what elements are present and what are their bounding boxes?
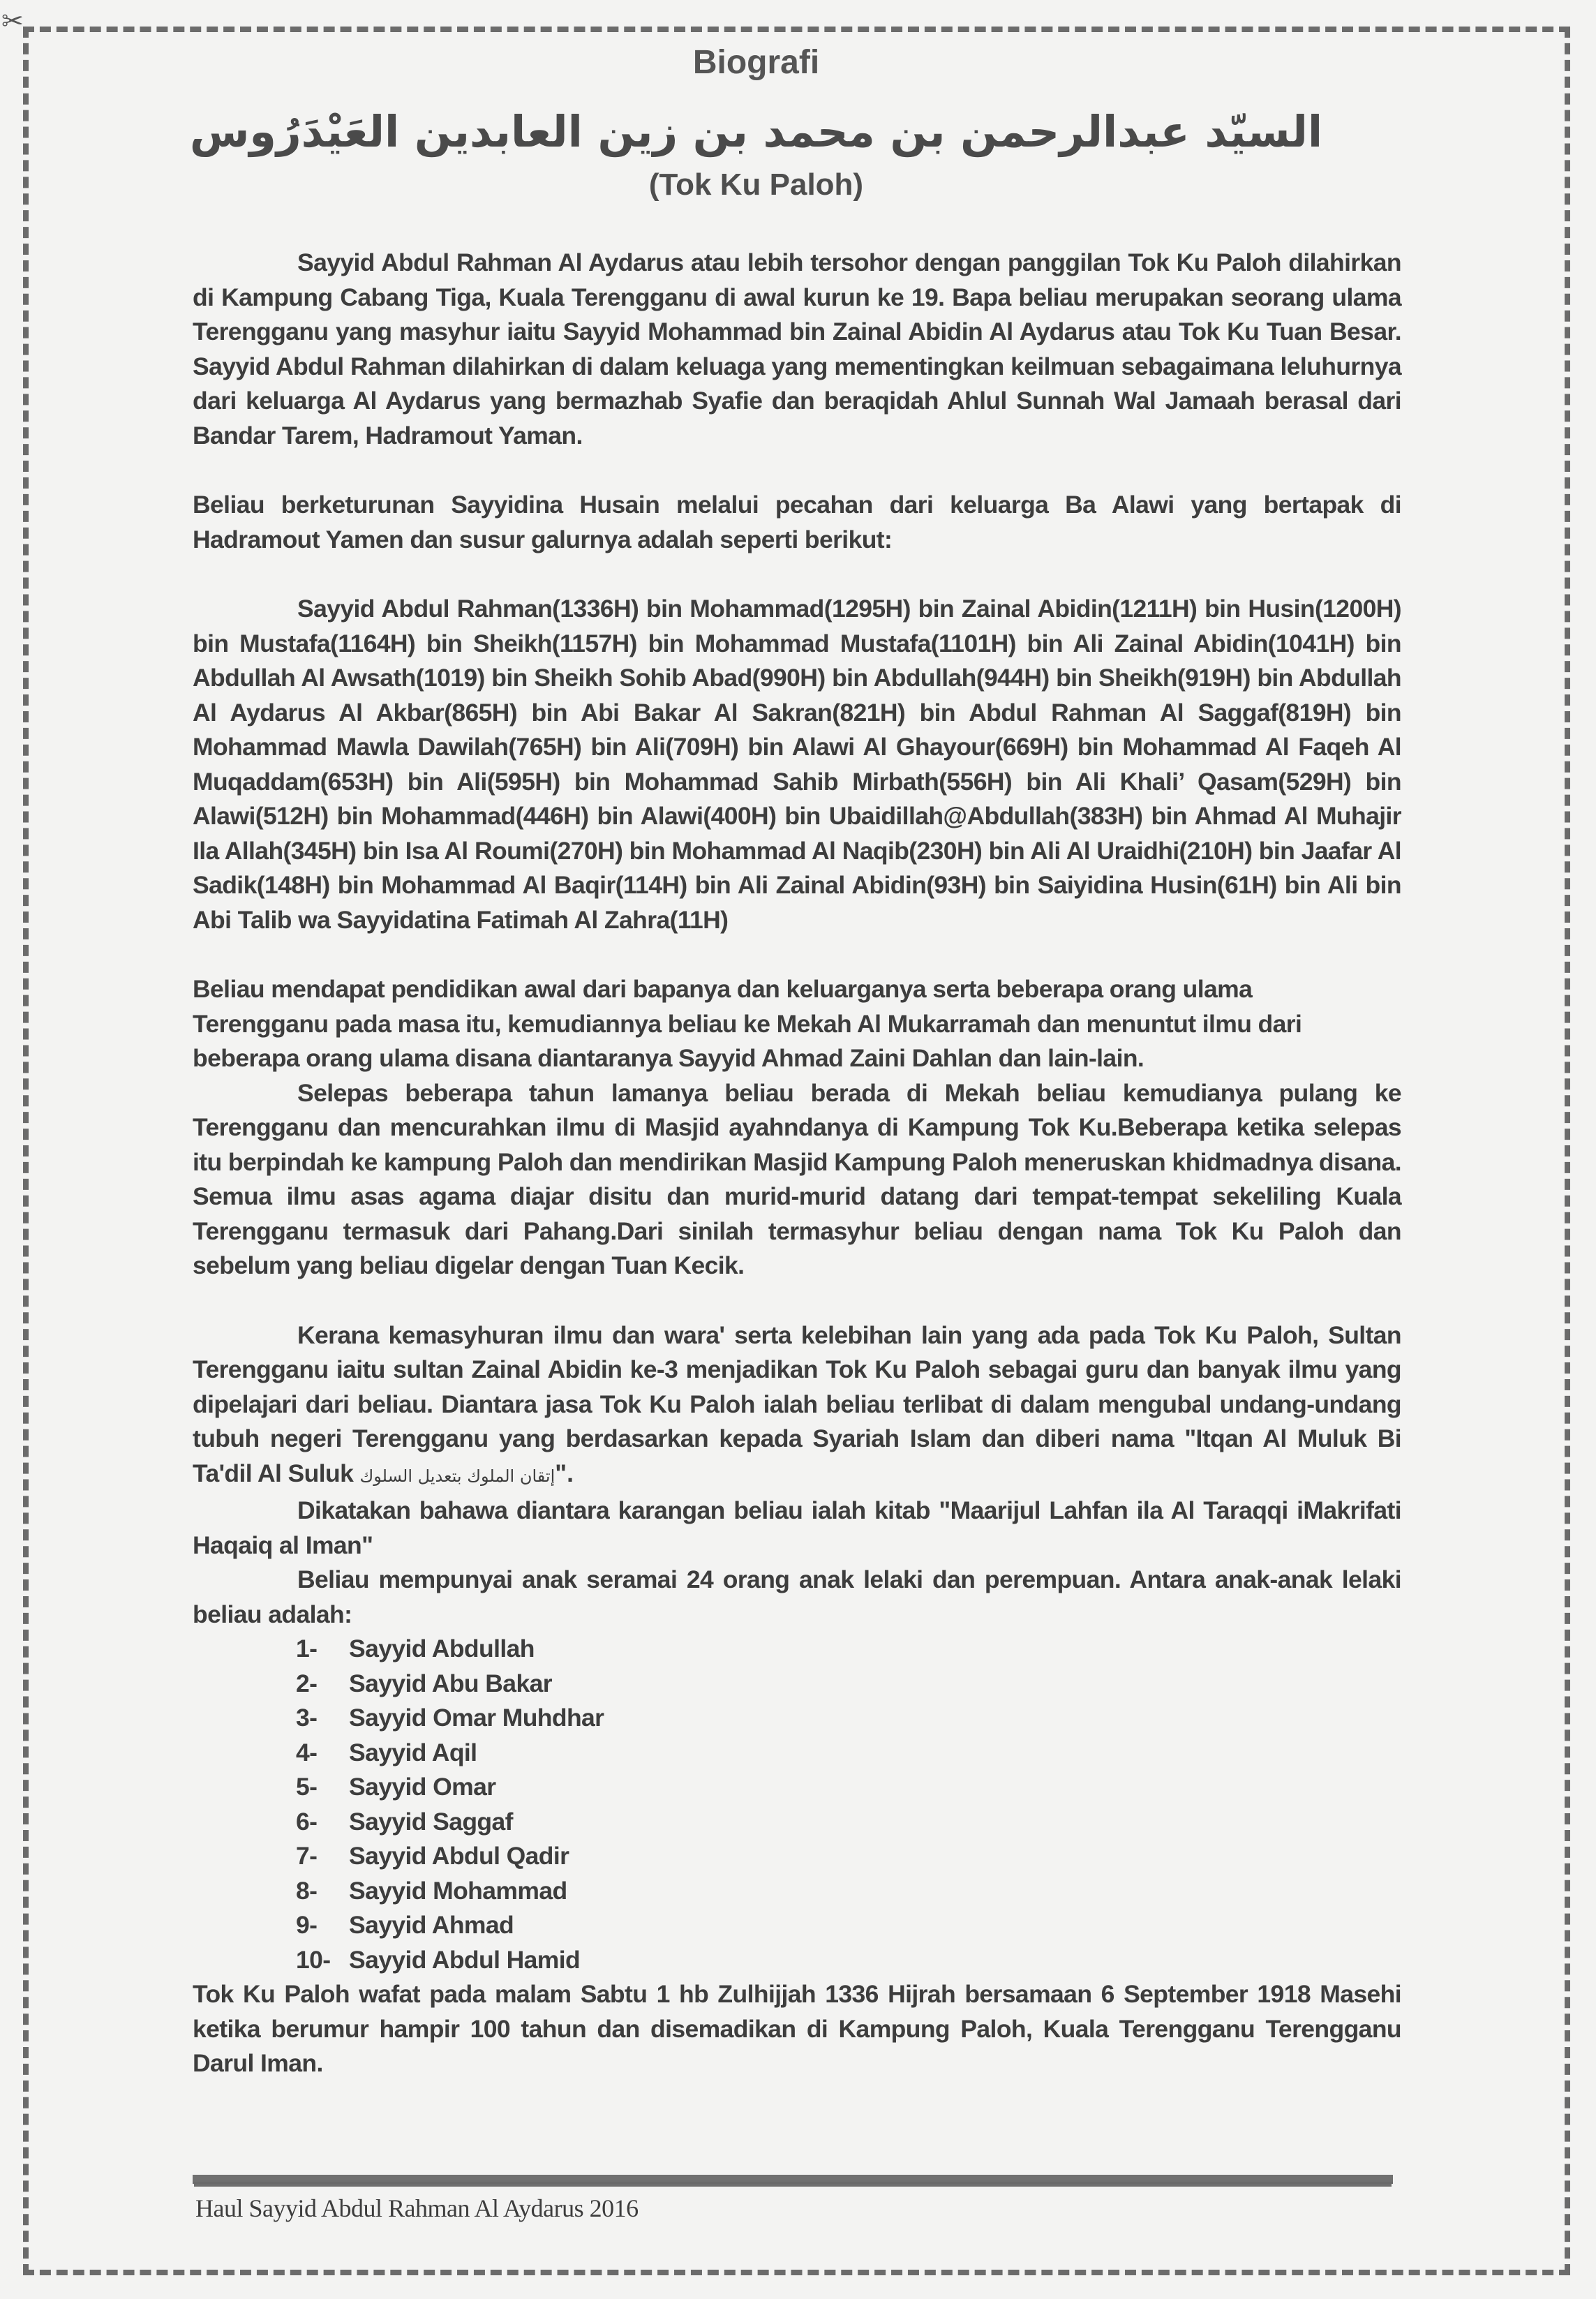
list-number: 3- xyxy=(296,1704,318,1732)
son-name: Sayyid Abu Bakar xyxy=(349,1669,552,1697)
paragraph-death: Tok Ku Paloh wafat pada malam Sabtu 1 hb Zulhijjah 1336 Hijrah bersamaan 6 September 1918 Masehi ketika berumur hampir 100 tahun dan disemadikan di Kampung Paloh, Kuala Terengganu Terengganu Darul Iman. xyxy=(193,1980,1401,2077)
son-name: Sayyid Abdul Hamid xyxy=(349,1945,581,1974)
education-line: Beliau mendapat pendidikan awal dari bapanya dan keluarganya serta beberapa orang ulama xyxy=(193,975,1253,1003)
list-item xyxy=(296,1805,1401,1840)
son-name: Sayyid Ahmad xyxy=(349,1911,514,1939)
arabic-name-heading: السيّد عبدالرحمن بن محمد بن زين العابدين العَيْدَرُوس xyxy=(189,106,1323,157)
list-item xyxy=(296,1943,1401,1978)
son-name: Sayyid Omar xyxy=(349,1773,496,1801)
list-number: 4- xyxy=(296,1738,318,1766)
paragraph-children: Beliau mempunyai anak seramai 24 orang anak lelaki dan perempuan. Antara anak-anak lelaki beliau adalah: xyxy=(193,1565,1401,1628)
list-number: 6- xyxy=(296,1807,318,1836)
list-item xyxy=(296,1632,1401,1667)
document-subtitle: (Tok Ku Paloh) xyxy=(648,168,864,202)
paragraph-return: Selepas beberapa tahun lamanya beliau berada di Mekah beliau kemudianya pulang ke Terengganu dan mencurahkan ilmu di Masjid ayahndanya di Kampung Tok Ku.Beberapa ketika selepas itu berpindah ke kampung Paloh dan mendirikan Masjid Kampung Paloh meneruskan khidmadnya disana. Semua ilmu asas agama diajar disitu dan murid-murid datang dari tempat-tempat sekeliling Kuala Terengganu termasuk dari Pahang.Dari sinilah termasyhur beliau dengan nama Tok Ku Paloh dan sebelum yang beliau digelar dengan Tuan Kecik. xyxy=(193,1078,1401,1279)
son-name: Sayyid Omar Muhdhar xyxy=(349,1704,604,1732)
list-item xyxy=(296,1701,1401,1736)
footer-text: Haul Sayyid Abdul Rahman Al Aydarus 2016 xyxy=(195,2194,639,2222)
sons-list xyxy=(193,1632,1401,1977)
list-item xyxy=(296,1874,1401,1909)
list-number: 8- xyxy=(296,1876,318,1905)
list-item xyxy=(296,1908,1401,1943)
paragraph-intro: Sayyid Abdul Rahman Al Aydarus atau lebih tersohor dengan panggilan Tok Ku Paloh dilahirkan di Kampung Cabang Tiga, Kuala Terengganu di awal kurun ke 19. Bapa beliau merupakan seorang ulama Terengganu yang masyhur iaitu Sayyid Mohammad bin Zainal Abidin Al Aydarus atau Tok Ku Tuan Besar. Sayyid Abdul Rahman dilahirkan di dalam keluaga yang mementingkan keilmuan sebagaimana leluhurnya dari keluarga Al Aydarus yang bermazhab Syafie dan beraqidah Ahlul Sunnah Wal Jamaah berasal dari Bandar Tarem, Hadramout Yaman. xyxy=(193,248,1401,449)
list-number: 2- xyxy=(296,1669,318,1697)
list-number: 7- xyxy=(296,1842,318,1870)
son-name: Sayyid Saggaf xyxy=(349,1807,513,1836)
sultan-text: Kerana kemasyhuran ilmu dan wara' serta kelebihan lain yang ada pada Tok Ku Paloh, Sultan Terengganu iaitu sultan Zainal Abidin ke-3 menjadikan Tok Ku Paloh sebagai guru dan banyak ilmu yang dipelajari dari beliau. Diantara jasa Tok Ku Paloh ialah beliau terlibat di dalam mengubal undang-undang tubuh negeri Terengganu yang berdasarkan kepada Syariah Islam dan diberi nama "Itqan Al Muluk Bi Ta'dil Al Suluk xyxy=(193,1320,1401,1487)
paragraph-lineage: Sayyid Abdul Rahman(1336H) bin Mohammad(1295H) bin Zainal Abidin(1211H) bin Husin(1200H) bin Mustafa(1164H) bin Sheikh(1157H) bin Mohammad Mustafa(1101H) bin Ali Zainal Abidin(1041H) bin Abdullah Al Awsath(1019) bin Sheikh Sohib Abad(990H) bin Abdullah(944H) bin Sheikh(919H) bin Abdullah Al Aydarus Al Akbar(865H) bin Abi Bakar Al Sakran(821H) bin Abdul Rahman Al Saggaf(819H) bin Mohammad Mawla Dawilah(765H) bin Ali(709H) bin Alawi Al Ghayour(669H) bin Mohammad Al Faqeh Al Muqaddam(653H) bin Ali(595H) bin Mohammad Sahib Mirbath(556H) bin Ali Khali’ Qasam(529H) bin Alawi(512H) bin Mohammad(446H) bin Alawi(400H) bin Ubaidillah@Abdullah(383H) bin Ahmad Al Muhajir Ila Allah(345H) bin Isa Al Roumi(270H) bin Mohammad Al Naqib(230H) bin Ali Al Uraidhi(210H) bin Jaafar Al Sadik(148H) bin Mohammad Al Baqir(114H) bin Ali Zainal Abidin(93H) bin Saiyidina Husin(61H) bin Ali bin Abi Talib wa Sayyidatina Fatimah Al Zahra(11H) xyxy=(193,595,1401,934)
list-number: 10- xyxy=(296,1945,331,1974)
list-item xyxy=(296,1770,1401,1805)
footer-divider xyxy=(193,2175,1393,2184)
document-body xyxy=(193,246,1401,2081)
education-line: Terengganu pada masa itu, kemudiannya beliau ke Mekah Al Mukarramah dan menuntut ilmu dari xyxy=(193,1009,1302,1038)
son-name: Sayyid Abdullah xyxy=(349,1635,535,1662)
paragraph-education xyxy=(193,972,1401,1076)
paragraph-works: Dikatakan bahawa diantara karangan beliau ialah kitab "Maarijul Lahfan ila Al Taraqqi iMakrifati Haqaiq al Iman" xyxy=(193,1496,1401,1559)
education-line: beberapa orang ulama disana diantaranya Sayyid Ahmad Zaini Dahlan dan lain-lain. xyxy=(193,1044,1144,1072)
son-name: Sayyid Aqil xyxy=(349,1738,477,1766)
son-name: Sayyid Mohammad xyxy=(349,1876,567,1905)
paragraph-sultan xyxy=(193,1318,1401,1494)
scissors-icon: ✂ xyxy=(1,7,24,36)
paragraph-lineage-intro: Beliau berketurunan Sayyidina Husain melalui pecahan dari keluarga Ba Alawi yang bertapak di Hadramout Yamen dan susur galurnya adalah seperti berikut: xyxy=(193,491,1401,553)
list-item xyxy=(296,1667,1401,1702)
list-number: 1- xyxy=(296,1635,318,1662)
list-item xyxy=(296,1736,1401,1771)
son-name: Sayyid Abdul Qadir xyxy=(349,1842,569,1870)
sultan-text-end: ". xyxy=(555,1459,574,1487)
arabic-book-title: إتقان الملوك بتعديل السلوك xyxy=(359,1466,555,1486)
document-title: Biografi xyxy=(692,44,820,81)
list-number: 9- xyxy=(296,1911,318,1939)
list-number: 5- xyxy=(296,1773,318,1801)
list-item xyxy=(296,1839,1401,1874)
